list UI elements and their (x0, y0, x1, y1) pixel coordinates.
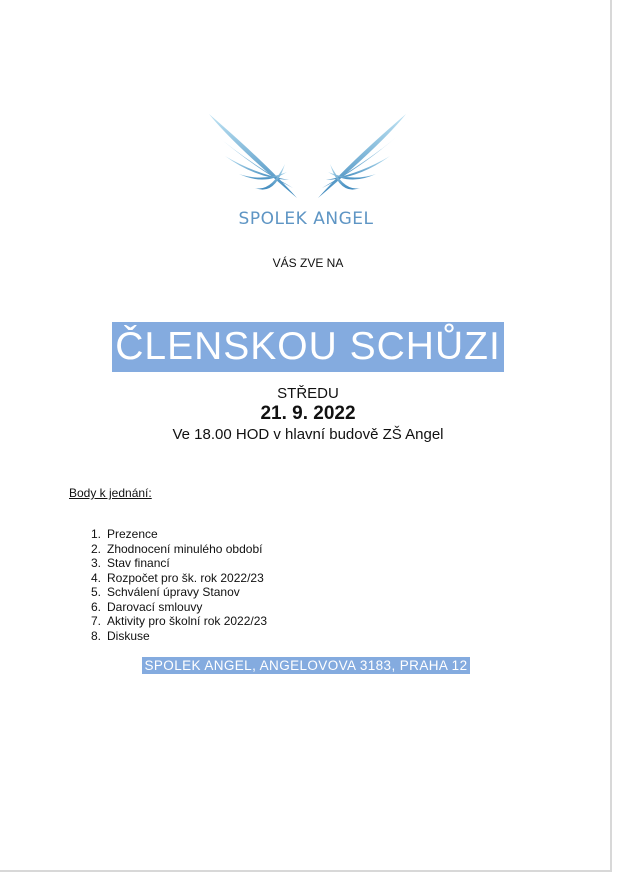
list-item (80, 542, 267, 557)
meeting-title-text: ČLENSKOU SCHŮZI (112, 322, 504, 372)
item-number: 7. (90, 614, 101, 628)
logo-name: SPOLEK ANGEL (238, 209, 374, 229)
list-item (80, 571, 267, 586)
item-number: 3. (90, 556, 101, 570)
item-text: Aktivity pro školní rok 2022/23 (107, 614, 268, 628)
footer-address (0, 657, 612, 675)
list-item (80, 527, 267, 542)
item-text: Zhodnocení minulého období (107, 541, 263, 556)
item-text: Darovací smlouvy (107, 599, 203, 614)
list-item (80, 585, 267, 600)
item-text: Prezence (107, 527, 158, 541)
item-number: 5. (90, 585, 101, 599)
event-date: 21. 9. 2022 (260, 403, 356, 424)
item-text: Stav financí (107, 556, 170, 570)
item-text: Schválení úpravy Stanov (107, 585, 240, 599)
event-place: Ve 18.00 HOD v hlavní budově ZŠ Angel (172, 426, 444, 443)
item-text: Diskuse (107, 628, 150, 643)
meeting-title (0, 322, 616, 372)
item-number: 1. (90, 527, 101, 541)
footer-address-text: SPOLEK ANGEL, ANGELOVOVA 3183, PRAHA 12 (144, 658, 468, 673)
angel-wings-icon (205, 110, 410, 210)
list-item (80, 629, 267, 644)
list-item (80, 600, 267, 615)
agenda-heading: Body k jednání: (69, 486, 152, 500)
list-item (80, 614, 267, 629)
item-number: 6. (90, 599, 101, 614)
invite-text: VÁS ZVE NA (272, 256, 344, 270)
item-number: 4. (90, 570, 101, 585)
event-day: STŘEDU (277, 385, 339, 402)
item-number: 2. (90, 541, 101, 556)
item-text: Rozpočet pro šk. rok 2022/23 (107, 570, 264, 585)
list-item (80, 556, 267, 571)
item-number: 8. (90, 628, 101, 643)
agenda-list (80, 527, 267, 643)
